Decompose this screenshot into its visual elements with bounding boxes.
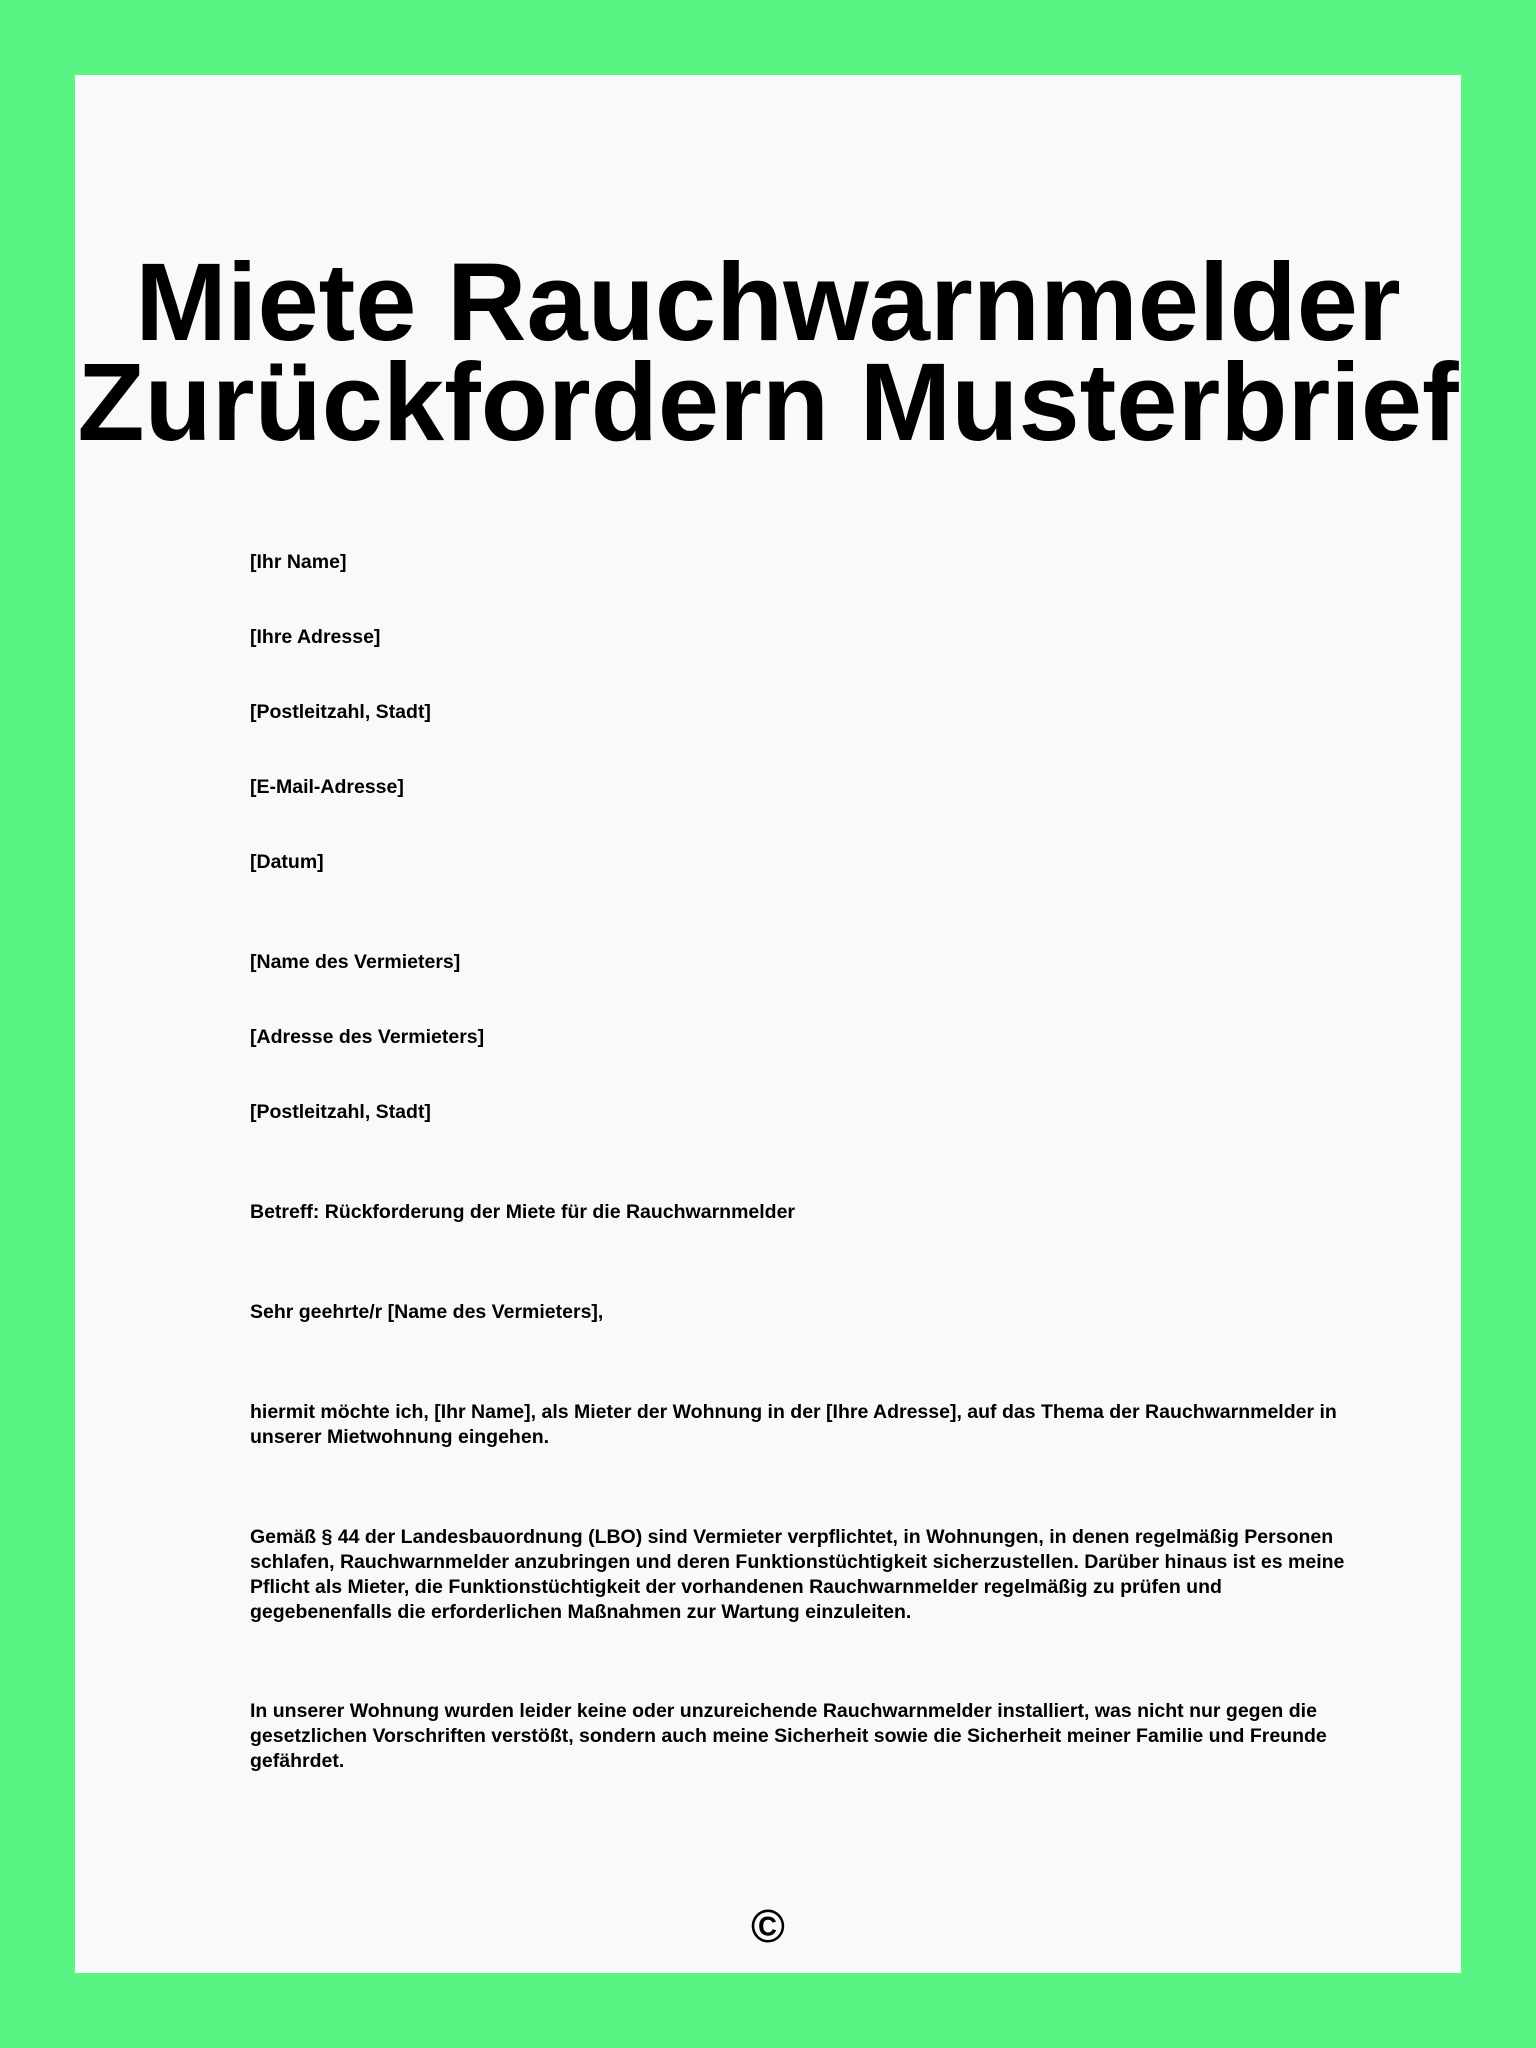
letter-subject: Betreff: Rückforderung der Miete für die Rauchwarnmelder — [250, 1201, 796, 1223]
recipient-name: [Name des Vermieters] — [250, 951, 461, 973]
paragraph-3: In unserer Wohnung wurden leider keine oder unzureichende Rauchwarnmelder installiert, was nicht nur gegen die gesetzlichen Vorschriften verstößt, sondern auch meine Sicherheit sowie die Sicherheit meiner Familie und Freunde gefährdet. — [250, 1700, 1327, 1772]
letter-salutation: Sehr geehrte/r [Name des Vermieters], — [250, 1301, 604, 1323]
page-title — [75, 241, 1461, 464]
copyright-icon: © — [751, 1900, 785, 1952]
recipient-zip-city: [Postleitzahl, Stadt] — [250, 1101, 431, 1123]
sender-name: [Ihr Name] — [250, 551, 347, 573]
letter-date: [Datum] — [250, 851, 324, 873]
paragraph-2: Gemäß § 44 der Landesbauordnung (LBO) sind Vermieter verpflichtet, in Wohnungen, in denen regelmäßig Personen schlafen, Rauchwarnmelder anzubringen und deren Funktionstüchtigkeit sicherzustellen. Darüber hinaus ist es meine Pflicht als Mieter, die Funktionstüchtigkeit der vorhandenen Rauchwarnmelder regelmäßig zu prüfen und gegebenenfalls die erforderlichen Maßnahmen zur Wartung einzuleiten. — [250, 1526, 1345, 1623]
document-page — [75, 75, 1461, 1973]
sender-email: [E-Mail-Adresse] — [250, 776, 404, 798]
paragraph-1: hiermit möchte ich, [Ihr Name], als Mieter der Wohnung in der [Ihre Adresse], auf das Thema der Rauchwarnmelder in unserer Mietwohnung eingehen. — [250, 1401, 1337, 1448]
recipient-address: [Adresse des Vermieters] — [250, 1026, 485, 1048]
title-line-2: Zurückfordern Musterbrief — [77, 341, 1459, 464]
title-line-1: Miete Rauchwarnmelder — [135, 241, 1401, 364]
sender-zip-city: [Postleitzahl, Stadt] — [250, 701, 431, 723]
sender-address: [Ihre Adresse] — [250, 626, 381, 648]
